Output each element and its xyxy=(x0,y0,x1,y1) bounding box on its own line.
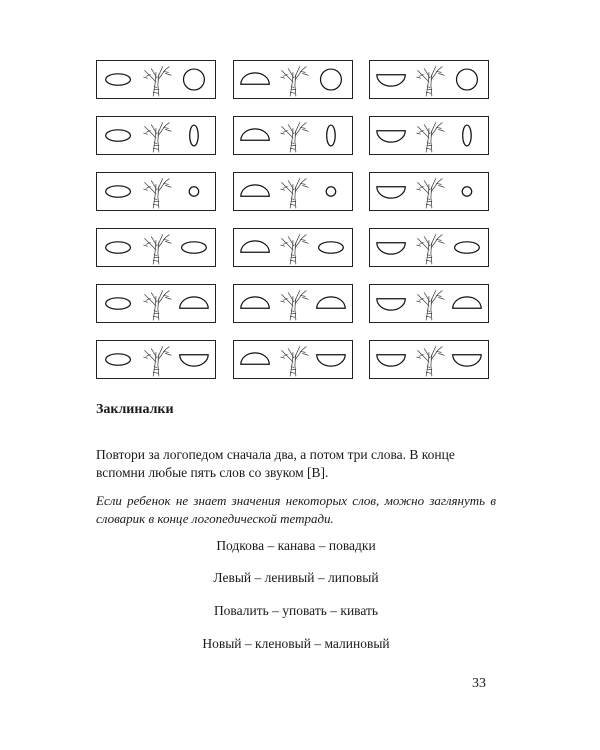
picture-card xyxy=(369,116,489,155)
card-row xyxy=(96,228,496,269)
right-shape xyxy=(319,242,344,253)
picture-card xyxy=(96,116,216,155)
section-title: Заклиналки xyxy=(96,402,174,417)
exercise-grid xyxy=(96,60,496,396)
picture-card xyxy=(233,340,353,379)
card-row xyxy=(96,60,496,101)
picture-card xyxy=(233,60,353,99)
bare-tree-icon xyxy=(234,117,352,154)
card-row xyxy=(96,284,496,325)
left-shape xyxy=(241,241,269,252)
right-shape xyxy=(453,297,481,308)
left-shape xyxy=(377,131,405,142)
right-shape xyxy=(326,187,335,196)
picture-card xyxy=(96,228,216,267)
phrase-2: Левый – ленивый – липовый xyxy=(213,570,379,585)
picture-card xyxy=(96,60,216,99)
left-shape xyxy=(106,186,131,197)
left-shape xyxy=(106,242,131,253)
picture-card xyxy=(233,228,353,267)
picture-card xyxy=(369,172,489,211)
right-shape xyxy=(317,297,345,308)
left-shape xyxy=(106,74,131,85)
left-shape xyxy=(377,299,405,310)
instruction-text: Повтори за логопедом сначала два, а потом три слова. В конце вспомни любые пять слов со звуком [В]. xyxy=(96,447,455,480)
right-shape xyxy=(180,297,208,308)
left-shape xyxy=(377,243,405,254)
bare-tree-icon xyxy=(97,341,215,378)
right-shape xyxy=(462,187,471,196)
bare-tree-icon xyxy=(370,341,488,378)
right-shape xyxy=(463,125,472,146)
card-row xyxy=(96,172,496,213)
picture-card xyxy=(369,228,489,267)
picture-card xyxy=(369,284,489,323)
left-shape xyxy=(377,355,405,366)
bare-tree-icon xyxy=(370,117,488,154)
right-shape xyxy=(190,125,199,146)
card-row xyxy=(96,116,496,157)
bare-tree-icon xyxy=(97,229,215,266)
right-shape xyxy=(317,355,345,366)
bare-tree-icon xyxy=(234,173,352,210)
bare-tree-icon xyxy=(370,173,488,210)
bare-tree-icon xyxy=(370,285,488,322)
page-number: 33 xyxy=(472,676,486,691)
right-shape xyxy=(189,187,198,196)
left-shape xyxy=(377,75,405,86)
left-shape xyxy=(106,354,131,365)
right-shape xyxy=(180,355,208,366)
bare-tree-icon xyxy=(234,285,352,322)
right-shape xyxy=(453,355,481,366)
right-shape xyxy=(327,125,336,146)
phrase-3: Повалить – уповать – кивать xyxy=(213,603,379,618)
card-row xyxy=(96,340,496,381)
right-shape xyxy=(321,69,342,90)
left-shape xyxy=(241,353,269,364)
bare-tree-icon xyxy=(97,173,215,210)
left-shape xyxy=(106,298,131,309)
left-shape xyxy=(241,73,269,84)
bare-tree-icon xyxy=(97,61,215,98)
bare-tree-icon xyxy=(97,285,215,322)
bare-tree-icon xyxy=(97,117,215,154)
phrase-4: Новый – кленовый – малиновый xyxy=(202,636,390,651)
right-shape xyxy=(457,69,478,90)
phrase-1: Подкова – канава – повадки xyxy=(216,538,376,553)
picture-card xyxy=(233,284,353,323)
left-shape xyxy=(377,187,405,198)
right-shape xyxy=(182,242,207,253)
right-shape xyxy=(455,242,480,253)
left-shape xyxy=(241,297,269,308)
picture-card xyxy=(233,172,353,211)
picture-card xyxy=(369,60,489,99)
bare-tree-icon xyxy=(234,341,352,378)
bare-tree-icon xyxy=(234,229,352,266)
picture-card xyxy=(369,340,489,379)
picture-card xyxy=(96,172,216,211)
picture-card xyxy=(96,284,216,323)
note-text: Если ребенок не знает значения некоторых слов, можно заглянуть в словарик в конце логопедической тетради. xyxy=(96,493,496,526)
bare-tree-icon xyxy=(234,61,352,98)
left-shape xyxy=(241,129,269,140)
left-shape xyxy=(106,130,131,141)
bare-tree-icon xyxy=(370,61,488,98)
picture-card xyxy=(233,116,353,155)
right-shape xyxy=(184,69,205,90)
bare-tree-icon xyxy=(370,229,488,266)
picture-card xyxy=(96,340,216,379)
left-shape xyxy=(241,185,269,196)
